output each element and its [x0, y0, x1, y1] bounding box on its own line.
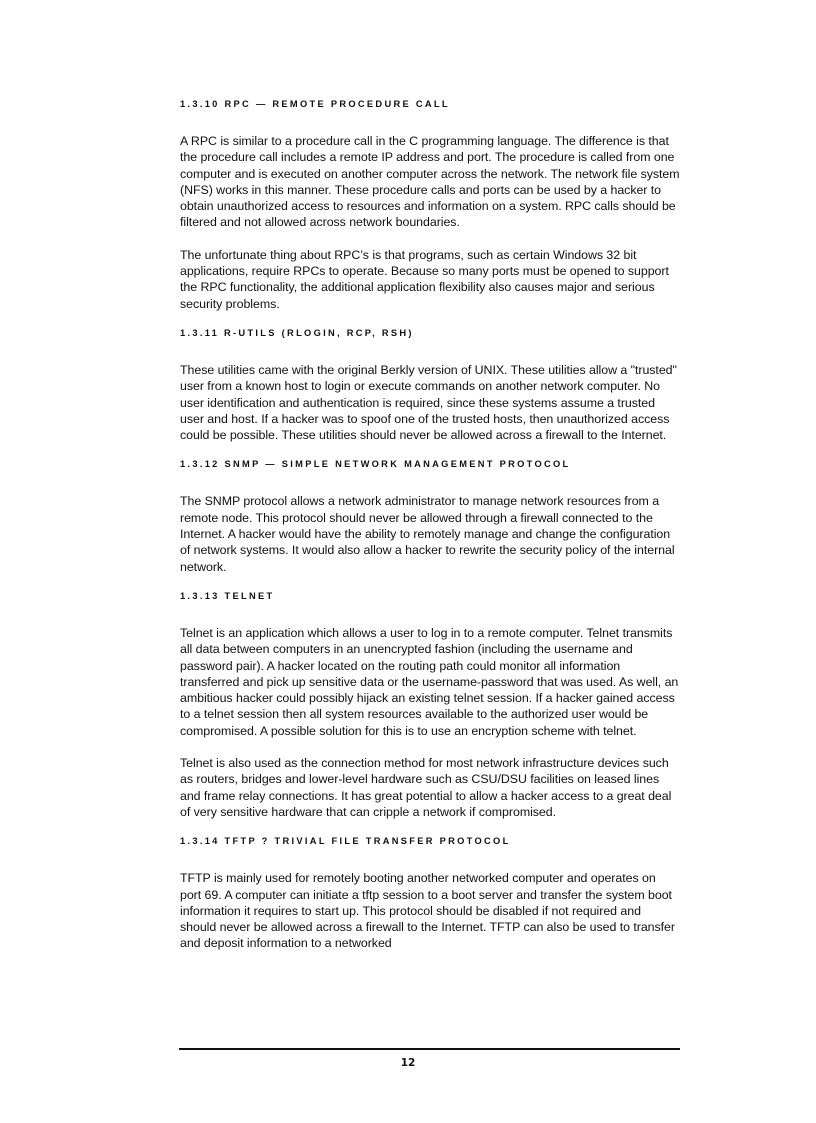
paragraph-snmp-1: The SNMP protocol allows a network administrator to manage network resources from a remote node. This protocol should never be allowed through a firewall connected to the Internet. A hacker would have the ability to remotely manage and change the configuration of network systems. It would also allow a hacker to rewrite the security policy of the internal network.: [180, 494, 675, 574]
section-heading-telnet: 1.3.13 TELNET: [180, 590, 275, 601]
paragraph-telnet-2: Telnet is also used as the connection method for most network infrastructure devices such as routers, bridges and lower-level hardware such as CSU/DSU facilities on leased lines and frame relay connections. It has great potential to allow a hacker access to a great deal of very sensitive hardware that can cripple a network if compromised.: [180, 756, 672, 819]
section-heading-rpc: 1.3.10 RPC — REMOTE PROCEDURE CALL: [180, 99, 450, 109]
paragraph-rutils-1: These utilities came with the original Berkly version of UNIX. These utilities allow a "trusted" user from a known host to login or execute commands on another network computer. No user identification and authentication is required, since these systems assume a trusted user and host. If a hacker was to spoof one of the trusted hosts, then unauthorized access could be possible. These utilities should never be allowed across a firewall to the Internet.: [180, 362, 677, 443]
page-number: 12: [400, 1057, 416, 1069]
section-heading-rutils: 1.3.11 R-UTILS (RLOGIN, RCP, RSH): [180, 327, 414, 338]
paragraph-tftp-1: TFTP is mainly used for remotely booting another networked computer and operates on port 69. A computer can initiate a tftp session to a boot server and transfer the system boot information it requires to start up. This protocol should be disabled if not required and should never be allowed across a firewall to the Internet. TFTP can also be used to transfer and deposit information to a networked: [180, 871, 675, 951]
section-heading-snmp: 1.3.12 SNMP — SIMPLE NETWORK MANAGEMENT PROTOCOL: [180, 459, 571, 470]
page-body: [180, 97, 680, 952]
footer-divider: [179, 1048, 680, 1050]
paragraph-telnet-1: Telnet is an application which allows a user to log in to a remote computer. Telnet transmits all data between computers in an unencrypted fashion (including the username and password pair). A hacker located on the routing path could monitor all information transferred and pick up sensitive data or the username-password that was used. As well, an ambitious hacker could possibly hijack an existing telnet session. If a hacker gained access to a telnet session then all system resources available to the authorized user would be compromised. A possible solution for this is to use an encryption scheme with telnet.: [180, 625, 679, 738]
paragraph-rpc-2: The unfortunate thing about RPC’s is that programs, such as certain Windows 32 bit applications, require RPCs to operate. Because so many ports must be opened to support the RPC functionality, the additional application flexibility also causes major and serious security problems.: [180, 247, 669, 311]
paragraph-rpc-1: A RPC is similar to a procedure call in the C programming language. The difference is that the procedure call includes a remote IP address and port. The procedure is called from one computer and is executed on another computer across the network. The network file system (NFS) works in this manner. These procedure calls and ports can be used by a hacker to obtain unauthorized access to resources and information on a system. RPC calls should be filtered and not allowed across network boundaries.: [180, 134, 680, 230]
section-heading-tftp: 1.3.14 TFTP ? TRIVIAL FILE TRANSFER PROTOCOL: [180, 836, 511, 847]
